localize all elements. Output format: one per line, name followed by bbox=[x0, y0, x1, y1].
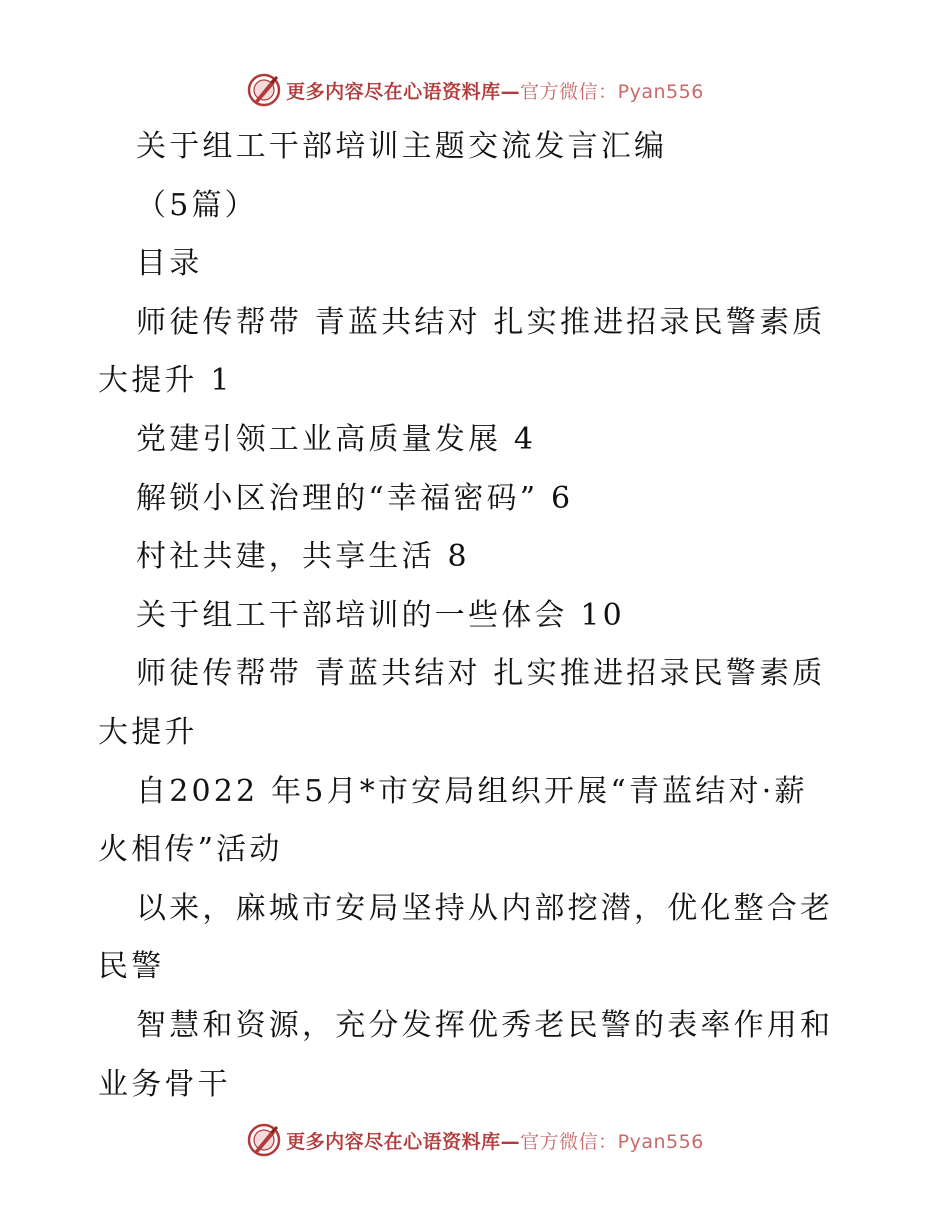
watermark-text: 更多内容尽在心语资料库—官方微信：Pyan556 bbox=[286, 80, 704, 103]
paragraph-line: 火相传”活动 bbox=[98, 832, 283, 868]
toc-heading: 目录 bbox=[136, 246, 203, 282]
paragraph-line: 民警 bbox=[98, 949, 165, 985]
watermark-text: 更多内容尽在心语资料库—官方微信：Pyan556 bbox=[286, 1130, 704, 1153]
quill-seal-icon bbox=[246, 72, 282, 108]
toc-entry-continuation: 大提升 1 bbox=[98, 363, 233, 399]
doc-title: 关于组工干部培训主题交流发言汇编 bbox=[136, 129, 668, 164]
paragraph-line: 智慧和资源，充分发挥优秀老民警的表率作用和 bbox=[136, 1007, 834, 1043]
toc-entry: 村社共建，共享生活 8 bbox=[136, 539, 470, 575]
footer-watermark bbox=[0, 1120, 950, 1160]
toc-entry: 解锁小区治理的“幸福密码” 6 bbox=[136, 480, 574, 516]
header-watermark bbox=[0, 70, 950, 110]
quill-seal-icon bbox=[246, 1122, 282, 1158]
document-body bbox=[98, 118, 858, 1114]
toc-entry: 党建引领工业高质量发展 4 bbox=[136, 421, 537, 457]
doc-subtitle: （5篇） bbox=[136, 187, 258, 223]
section-heading: 师徒传帮带 青蓝共结对 扎实推进招录民警素质 bbox=[136, 656, 826, 692]
toc-entry: 关于组工干部培训的一些体会 10 bbox=[136, 597, 625, 633]
section-heading-continuation: 大提升 bbox=[98, 714, 198, 750]
toc-entry: 师徒传帮带 青蓝共结对 扎实推进招录民警素质 bbox=[136, 304, 826, 340]
paragraph-line: 业务骨干 bbox=[98, 1066, 231, 1102]
paragraph-line: 自2022 年5月*市安局组织开展“青蓝结对·薪 bbox=[136, 773, 808, 809]
paragraph-line: 以来，麻城市安局坚持从内部挖潜，优化整合老 bbox=[136, 890, 834, 926]
